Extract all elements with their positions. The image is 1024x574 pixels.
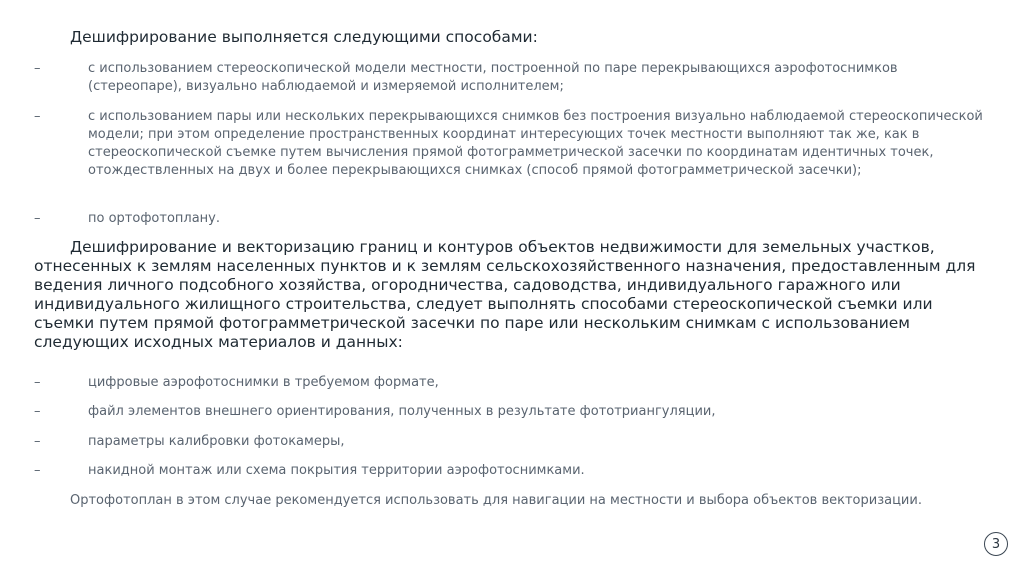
method-text: с использованием пары или нескольких перекрывающихся снимков без построения визуально наблюдаемой стереоскопической модели; при этом определение пространственных координат интересующих точек местности выполняют так же, как в стереоскопической съемке путем вычисления прямой фотограмметрической засечки по координатам идентичных точек, отождествленных на двух и более перекрывающихся снимках (способ прямой фотограмметрической засечки); [88, 109, 983, 178]
method-list-item [34, 60, 994, 96]
material-list-item [34, 462, 994, 480]
material-list-item [34, 374, 994, 392]
material-text: цифровые аэрофотоснимки в требуемом формате, [88, 375, 439, 390]
page-number-badge: 3 [984, 532, 1008, 556]
closing-paragraph: Ортофотоплан в этом случае рекомендуется использовать для навигации на местности и выбора объектов векторизации. [70, 493, 922, 508]
heading: Дешифрирование выполняется следующими способами: [70, 28, 538, 46]
material-text: параметры калибровки фотокамеры, [88, 434, 345, 449]
bullet-dash: – [34, 109, 41, 124]
method-list-item [34, 210, 994, 228]
bullet-dash: – [34, 463, 41, 478]
bullet-dash: – [34, 61, 41, 76]
bullet-dash: – [34, 375, 41, 390]
main-paragraph: Дешифрирование и векторизацию границ и контуров объектов недвижимости для земельных участков, отнесенных к землям населенных пунктов и к землям сельскохозяйственного назначения, предоставленным для ведения личного подсобного хозяйства, огородничества, садоводства, индивидуального гаражного или индивидуального жилищного строительства, следует выполнять способами стереоскопической съемки или съемки путем прямой фотограмметрической засечки по паре или нескольким снимкам с использованием следующих исходных материалов и данных: [34, 238, 976, 351]
bullet-dash: – [34, 404, 41, 419]
method-list-item [34, 108, 994, 180]
method-text: с использованием стереоскопической модели местности, построенной по паре перекрывающихся аэрофотоснимков (стереопаре), визуально наблюдаемой и измеряемой исполнителем; [88, 61, 898, 94]
material-text: накидной монтаж или схема покрытия территории аэрофотоснимками. [88, 463, 585, 478]
bullet-dash: – [34, 211, 41, 226]
bullet-dash: – [34, 434, 41, 449]
material-list-item [34, 433, 994, 451]
material-list-item [34, 403, 994, 421]
material-text: файл элементов внешнего ориентирования, полученных в результате фототриангуляции, [88, 404, 716, 419]
method-text: по ортофотоплану. [88, 211, 221, 226]
